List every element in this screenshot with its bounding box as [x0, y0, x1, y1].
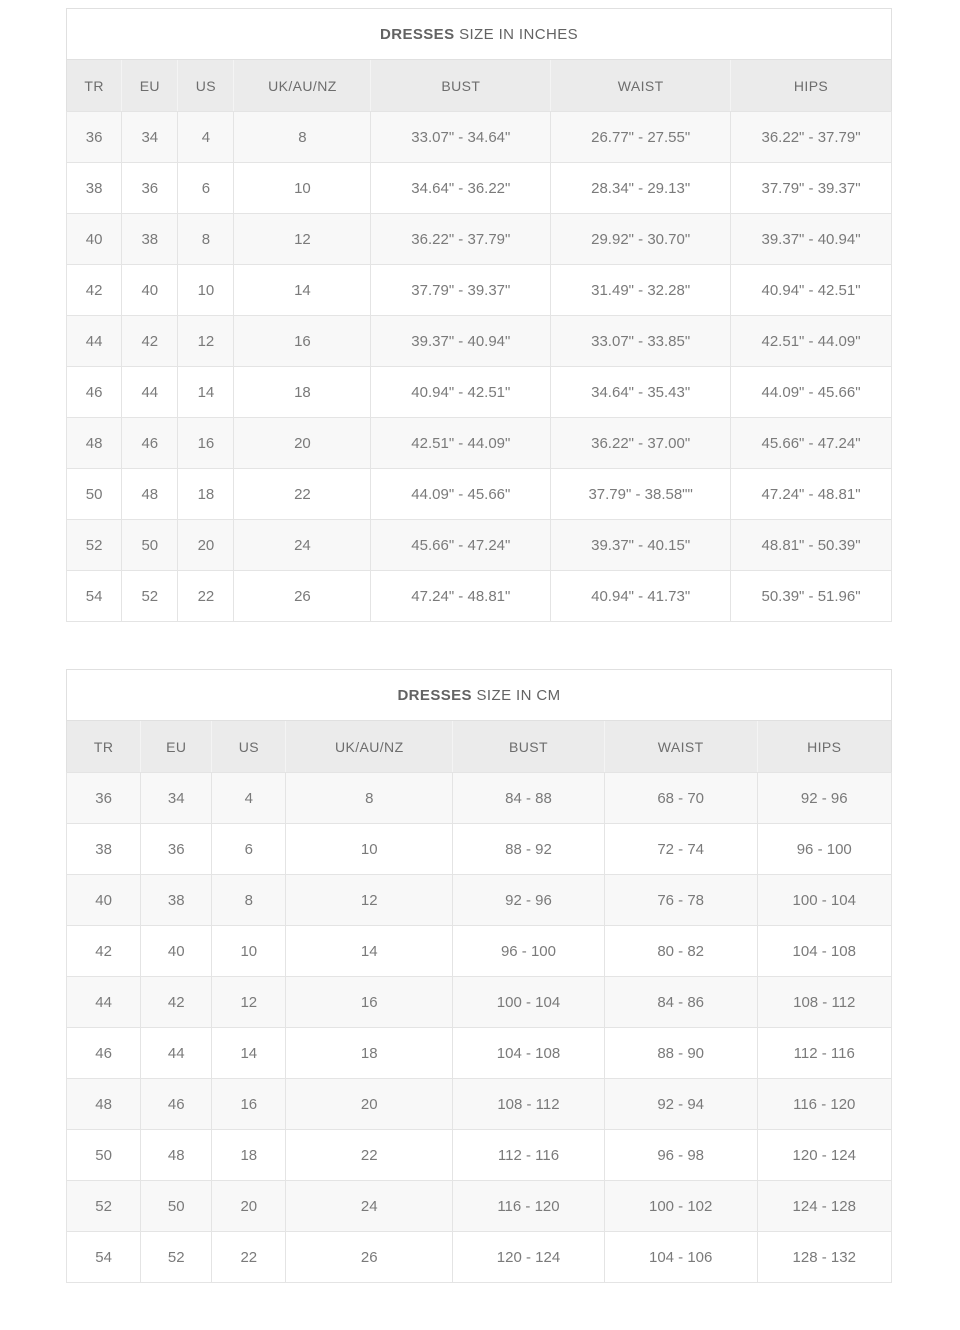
size-cell: 92 - 96 — [453, 875, 605, 926]
size-cell: 18 — [286, 1028, 453, 1079]
size-cell: 12 — [234, 214, 371, 265]
table-row — [67, 1028, 892, 1079]
column-header-tr: TR — [67, 60, 122, 112]
column-header-eu: EU — [141, 721, 212, 773]
size-cell: 40 — [141, 926, 212, 977]
table-row — [67, 773, 892, 824]
size-cell: 22 — [234, 469, 371, 520]
size-cell: 50.39" - 51.96" — [731, 571, 892, 622]
size-cell: 88 - 90 — [604, 1028, 757, 1079]
table-row — [67, 520, 892, 571]
table-body-inches — [67, 112, 892, 622]
size-cell: 34.64" - 36.22" — [371, 163, 551, 214]
size-cell: 16 — [234, 316, 371, 367]
table-title-brand: DRESSES — [379, 25, 455, 43]
size-cell: 16 — [178, 418, 234, 469]
size-cell: 10 — [234, 163, 371, 214]
size-cell: 29.92" - 30.70" — [551, 214, 731, 265]
size-cell: 36.22" - 37.79" — [371, 214, 551, 265]
size-cell: 38 — [122, 214, 178, 265]
size-cell: 50 — [141, 1181, 212, 1232]
size-cell: 34 — [122, 112, 178, 163]
table-row — [67, 163, 892, 214]
size-cell: 42 — [67, 926, 141, 977]
size-cell: 88 - 92 — [453, 824, 605, 875]
size-cell: 18 — [234, 367, 371, 418]
table-row — [67, 316, 892, 367]
table-row — [67, 418, 892, 469]
size-cell: 48 — [67, 1079, 141, 1130]
size-cell: 44 — [67, 977, 141, 1028]
size-cell: 120 - 124 — [757, 1130, 892, 1181]
size-cell: 50 — [122, 520, 178, 571]
size-cell: 16 — [286, 977, 453, 1028]
size-cell: 26.77" - 27.55" — [551, 112, 731, 163]
column-header-us: US — [178, 60, 234, 112]
size-cell: 24 — [286, 1181, 453, 1232]
size-cell: 36 — [141, 824, 212, 875]
size-cell: 50 — [67, 469, 122, 520]
size-cell: 104 - 106 — [604, 1232, 757, 1283]
size-cell: 4 — [178, 112, 234, 163]
column-header-tr: TR — [67, 721, 141, 773]
table-title-rest: SIZE IN CM — [476, 686, 561, 704]
size-cell: 31.49" - 32.28" — [551, 265, 731, 316]
size-cell: 33.07" - 33.85" — [551, 316, 731, 367]
size-cell: 42.51" - 44.09" — [731, 316, 892, 367]
size-cell: 16 — [212, 1079, 286, 1130]
size-cell: 128 - 132 — [757, 1232, 892, 1283]
size-cell: 37.79" - 38.58"" — [551, 469, 731, 520]
size-cell: 52 — [122, 571, 178, 622]
size-cell: 100 - 104 — [453, 977, 605, 1028]
size-cell: 4 — [212, 773, 286, 824]
size-cell: 39.37" - 40.15" — [551, 520, 731, 571]
size-cell: 46 — [122, 418, 178, 469]
table-row — [67, 571, 892, 622]
size-table-cm — [66, 669, 892, 1283]
size-cell: 72 - 74 — [604, 824, 757, 875]
size-cell: 108 - 112 — [757, 977, 892, 1028]
size-cell: 24 — [234, 520, 371, 571]
size-cell: 18 — [212, 1130, 286, 1181]
size-cell: 76 - 78 — [604, 875, 757, 926]
size-cell: 14 — [178, 367, 234, 418]
table-row — [67, 1232, 892, 1283]
size-cell: 108 - 112 — [453, 1079, 605, 1130]
size-cell: 14 — [234, 265, 371, 316]
column-header-hips: HIPS — [757, 721, 892, 773]
size-cell: 6 — [212, 824, 286, 875]
size-cell: 10 — [286, 824, 453, 875]
size-cell: 44 — [122, 367, 178, 418]
size-cell: 12 — [212, 977, 286, 1028]
size-cell: 20 — [286, 1079, 453, 1130]
size-cell: 8 — [286, 773, 453, 824]
size-cell: 116 - 120 — [757, 1079, 892, 1130]
size-cell: 100 - 102 — [604, 1181, 757, 1232]
size-cell: 28.34" - 29.13" — [551, 163, 731, 214]
size-cell: 50 — [67, 1130, 141, 1181]
size-cell: 18 — [178, 469, 234, 520]
size-cell: 40 — [67, 214, 122, 265]
table-block-inches — [66, 8, 894, 622]
table-row — [67, 875, 892, 926]
size-cell: 14 — [212, 1028, 286, 1079]
column-header-waist: WAIST — [551, 60, 731, 112]
table-row — [67, 977, 892, 1028]
size-cell: 8 — [234, 112, 371, 163]
size-cell: 42.51" - 44.09" — [371, 418, 551, 469]
size-cell: 36 — [67, 773, 141, 824]
size-cell: 46 — [141, 1079, 212, 1130]
size-cell: 96 - 100 — [453, 926, 605, 977]
size-cell: 26 — [286, 1232, 453, 1283]
size-cell: 12 — [178, 316, 234, 367]
size-cell: 40 — [67, 875, 141, 926]
table-title-rest: SIZE IN INCHES — [459, 25, 579, 43]
table-row — [67, 265, 892, 316]
size-cell: 112 - 116 — [453, 1130, 605, 1181]
size-cell: 10 — [178, 265, 234, 316]
column-header-waist: WAIST — [604, 721, 757, 773]
size-cell: 42 — [67, 265, 122, 316]
size-cell: 42 — [141, 977, 212, 1028]
size-cell: 20 — [234, 418, 371, 469]
column-header-row — [67, 60, 892, 112]
size-cell: 8 — [178, 214, 234, 265]
size-cell: 112 - 116 — [757, 1028, 892, 1079]
size-cell: 14 — [286, 926, 453, 977]
size-cell: 46 — [67, 1028, 141, 1079]
size-cell: 44.09" - 45.66" — [731, 367, 892, 418]
column-header-row — [67, 721, 892, 773]
table-row — [67, 469, 892, 520]
size-cell: 47.24" - 48.81" — [731, 469, 892, 520]
column-header-hips: HIPS — [731, 60, 892, 112]
size-cell: 36 — [67, 112, 122, 163]
size-cell: 22 — [286, 1130, 453, 1181]
table-row — [67, 824, 892, 875]
size-cell: 34 — [141, 773, 212, 824]
size-cell: 52 — [141, 1232, 212, 1283]
table-row — [67, 926, 892, 977]
size-cell: 39.37" - 40.94" — [731, 214, 892, 265]
column-header-bust: BUST — [453, 721, 605, 773]
table-row — [67, 214, 892, 265]
size-cell: 38 — [67, 163, 122, 214]
size-cell: 47.24" - 48.81" — [371, 571, 551, 622]
size-cell: 92 - 94 — [604, 1079, 757, 1130]
size-cell: 20 — [212, 1181, 286, 1232]
size-cell: 46 — [67, 367, 122, 418]
size-cell: 124 - 128 — [757, 1181, 892, 1232]
size-cell: 54 — [67, 1232, 141, 1283]
size-cell: 96 - 100 — [757, 824, 892, 875]
column-header-uk-au-nz: UK/AU/NZ — [234, 60, 371, 112]
size-cell: 48 — [122, 469, 178, 520]
size-cell: 84 - 86 — [604, 977, 757, 1028]
table-row — [67, 1079, 892, 1130]
size-cell: 40.94" - 41.73" — [551, 571, 731, 622]
size-cell: 40.94" - 42.51" — [371, 367, 551, 418]
size-cell: 45.66" - 47.24" — [731, 418, 892, 469]
size-cell: 42 — [122, 316, 178, 367]
size-cell: 68 - 70 — [604, 773, 757, 824]
table-title — [67, 670, 892, 721]
column-header-eu: EU — [122, 60, 178, 112]
size-cell: 44 — [141, 1028, 212, 1079]
table-row — [67, 367, 892, 418]
table-title-row — [67, 670, 892, 721]
size-cell: 54 — [67, 571, 122, 622]
table-row — [67, 112, 892, 163]
size-cell: 22 — [178, 571, 234, 622]
table-block-cm — [66, 669, 894, 1283]
column-header-uk-au-nz: UK/AU/NZ — [286, 721, 453, 773]
table-title-row — [67, 9, 892, 60]
size-cell: 96 - 98 — [604, 1130, 757, 1181]
size-cell: 92 - 96 — [757, 773, 892, 824]
size-cell: 10 — [212, 926, 286, 977]
table-row — [67, 1130, 892, 1181]
table-row — [67, 1181, 892, 1232]
size-cell: 22 — [212, 1232, 286, 1283]
size-cell: 37.79" - 39.37" — [731, 163, 892, 214]
size-cell: 40.94" - 42.51" — [731, 265, 892, 316]
size-cell: 104 - 108 — [757, 926, 892, 977]
size-cell: 116 - 120 — [453, 1181, 605, 1232]
size-table-inches — [66, 8, 892, 622]
size-cell: 36.22" - 37.79" — [731, 112, 892, 163]
size-cell: 52 — [67, 520, 122, 571]
size-cell: 104 - 108 — [453, 1028, 605, 1079]
table-title-brand: DRESSES — [397, 686, 472, 704]
column-header-us: US — [212, 721, 286, 773]
table-title — [67, 9, 892, 60]
size-cell: 34.64" - 35.43" — [551, 367, 731, 418]
size-cell: 44.09" - 45.66" — [371, 469, 551, 520]
size-cell: 36.22" - 37.00" — [551, 418, 731, 469]
size-cell: 38 — [141, 875, 212, 926]
size-cell: 8 — [212, 875, 286, 926]
size-cell: 20 — [178, 520, 234, 571]
size-cell: 26 — [234, 571, 371, 622]
size-cell: 33.07" - 34.64" — [371, 112, 551, 163]
size-cell: 80 - 82 — [604, 926, 757, 977]
size-cell: 84 - 88 — [453, 773, 605, 824]
size-cell: 12 — [286, 875, 453, 926]
column-header-bust: BUST — [371, 60, 551, 112]
size-cell: 100 - 104 — [757, 875, 892, 926]
size-cell: 37.79" - 39.37" — [371, 265, 551, 316]
size-cell: 6 — [178, 163, 234, 214]
size-cell: 52 — [67, 1181, 141, 1232]
size-cell: 120 - 124 — [453, 1232, 605, 1283]
size-cell: 36 — [122, 163, 178, 214]
size-cell: 48 — [67, 418, 122, 469]
size-cell: 39.37" - 40.94" — [371, 316, 551, 367]
size-cell: 40 — [122, 265, 178, 316]
size-cell: 45.66" - 47.24" — [371, 520, 551, 571]
size-cell: 44 — [67, 316, 122, 367]
size-cell: 48.81" - 50.39" — [731, 520, 892, 571]
table-body-cm — [67, 773, 892, 1283]
size-cell: 48 — [141, 1130, 212, 1181]
size-cell: 38 — [67, 824, 141, 875]
